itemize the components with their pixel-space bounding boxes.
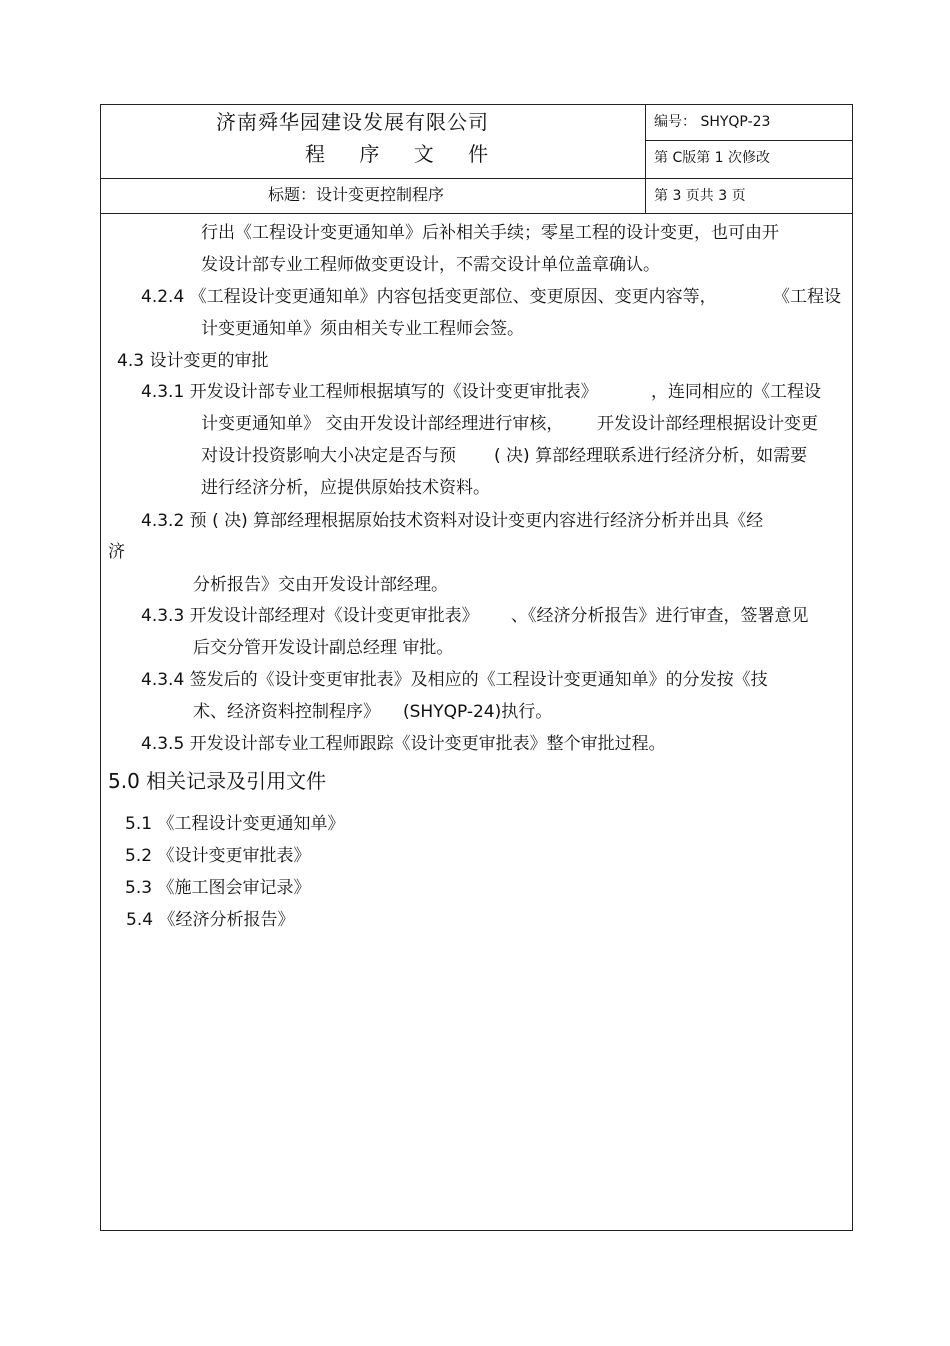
body-line: 4.3.2 预 ( 决) 算部经理根据原始技术资料对设计变更内容进行经济分析并出具《经: [141, 511, 764, 531]
body-line: 发设计部专业工程师做变更设计，不需交设计单位盖章确认。: [201, 255, 660, 275]
header-rule-2: [100, 178, 853, 179]
body-line: 术、经济资料控制程序》: [193, 702, 380, 722]
body-line: 4.2.4 《工程设计变更通知单》内容包括变更部位、变更原因、变更内容等，: [141, 287, 717, 307]
body-line: 进行经济分析，应提供原始技术资料。: [201, 478, 490, 498]
body-line: 分析报告》交由开发设计部经理。: [193, 575, 448, 595]
body-line: 对设计投资影响大小决定是否与预: [201, 446, 456, 466]
body-line: 计变更通知单》须由相关专业工程师会签。: [201, 319, 524, 339]
body-line: 《工程设: [773, 287, 841, 307]
header-divider: [645, 104, 646, 213]
body-line: 开发设计部经理根据设计变更: [597, 414, 818, 434]
body-line: ，连同相应的《工程设: [651, 382, 821, 402]
body-line: 4.3.1 开发设计部专业工程师根据填写的《设计变更审批表》: [141, 382, 598, 402]
reference-item: 5.1 《工程设计变更通知单》: [125, 814, 345, 834]
document-type: 程 序 文 件: [305, 142, 503, 166]
section-heading: 5.0 相关记录及引用文件: [108, 769, 327, 793]
body-line: (SHYQP-24)执行。: [403, 702, 553, 722]
reference-item: 5.3 《施工图会审记录》: [125, 878, 311, 898]
body-line: 4.3.3 开发设计部经理对《设计变更审批表》: [141, 606, 479, 626]
page-number: 第 3 页共 3 页: [654, 188, 746, 204]
revision-info: 第 C版第 1 次修改: [654, 150, 771, 166]
body-line: 4.3.4 签发后的《设计变更审批表》及相应的《工程设计变更通知单》的分发按《技: [141, 670, 768, 690]
body-line: ( 决) 算部经理联系进行经济分析，如需要: [494, 446, 808, 466]
company-name: 济南舜华园建设发展有限公司: [216, 110, 489, 134]
body-line: 济: [108, 542, 125, 562]
body-line: 、《经济分析报告》进行审查，签署意见: [511, 606, 809, 626]
document-code: 编号： SHYQP-23: [654, 114, 771, 130]
reference-item: 5.2 《设计变更审批表》: [125, 846, 311, 866]
body-line: 4.3.5 开发设计部专业工程师跟踪《设计变更审批表》整个审批过程。: [141, 734, 666, 754]
reference-item: 5.4 《经济分析报告》: [126, 910, 295, 930]
document-title: 标题：设计变更控制程序: [268, 185, 445, 204]
body-line: 计变更通知单》 交由开发设计部经理进行审核，: [201, 414, 564, 434]
header-rule-1: [645, 140, 853, 141]
body-line: 行出《工程设计变更通知单》后补相关手续；零星工程的设计变更，也可由开: [201, 223, 779, 243]
header-rule-3: [100, 213, 853, 214]
section-heading: 4.3 设计变更的审批: [117, 351, 269, 371]
body-line: 后交分管开发设计副总经理 审批。: [193, 638, 454, 658]
